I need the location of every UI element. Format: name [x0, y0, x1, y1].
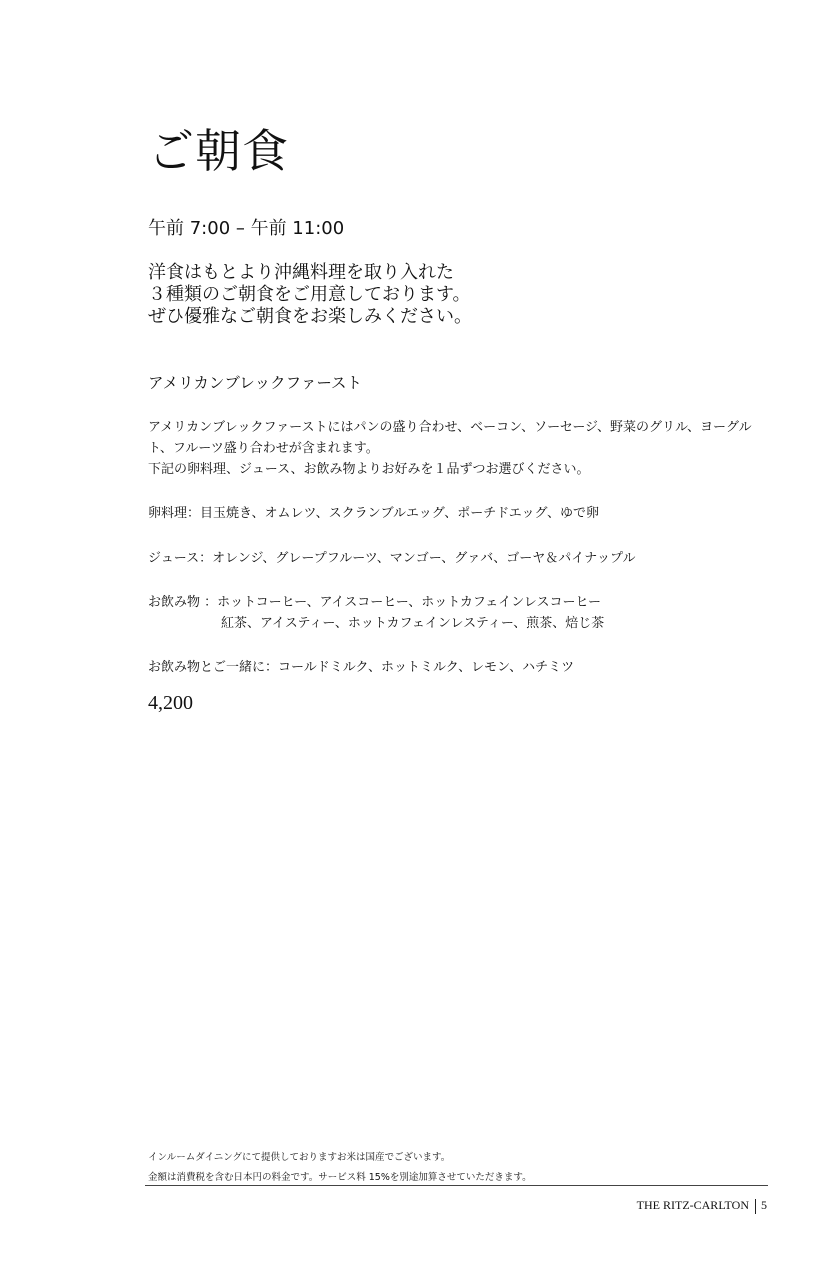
description-instructions: 下記の卵料理、ジュース、お飲み物よりお好みを１品ずつお選びください。 [148, 462, 590, 477]
footnotes [148, 1148, 532, 1188]
page-title: ご朝食 [148, 123, 289, 178]
course-title: アメリカンブレックファースト [148, 374, 363, 392]
footer-divider [145, 1185, 768, 1186]
course-description [148, 417, 774, 480]
drink-accompaniments: お飲み物とご一緒に：コールドミルク、ホットミルク、レモン、ハチミツ [148, 660, 575, 675]
brand-name: THE RITZ-CARLTON [636, 1198, 749, 1212]
footnote-pricing: 金額は消費税を含む日本円の料金です。サービス料 15%を別途加算させていただきます。 [148, 1172, 532, 1183]
page-footer [637, 1195, 767, 1215]
footer-separator [755, 1199, 756, 1214]
drink-options-continued: 紅茶、アイスティー、ホットカフェインレスティー、煎茶、焙じ茶 [221, 616, 605, 631]
juice-options: ジュース：オレンジ、グレープフルーツ、マンゴー、グァバ、ゴーヤ＆パイナップル [148, 551, 636, 566]
course-price: 4,200 [148, 692, 193, 714]
description-included: アメリカンブレックファーストにはパンの盛り合わせ、ベーコン、ソーセージ、野菜のグリル、ヨーグルト、フルーツ盛り合わせが含まれます。 [148, 420, 752, 456]
intro-text [148, 262, 472, 328]
egg-options: 卵料理：目玉焼き、オムレツ、スクランブルエッグ、ポーチドエッグ、ゆで卵 [148, 506, 599, 521]
intro-line: ３種類のご朝食をご用意しております。 [148, 284, 471, 305]
service-hours: 午前 7:00 – 午前 11:00 [148, 218, 345, 239]
intro-line: ぜひ優雅なご朝食をお楽しみください。 [148, 306, 472, 327]
drink-options: お飲み物 ：ホットコーヒー、アイスコーヒー、ホットカフェインレスコーヒー [148, 595, 601, 610]
footnote-rice: インルームダイニングにて提供しておりますお米は国産でございます。 [148, 1152, 451, 1163]
page-number: 5 [761, 1198, 767, 1212]
intro-line: 洋食はもとより沖縄料理を取り入れた [148, 262, 454, 283]
